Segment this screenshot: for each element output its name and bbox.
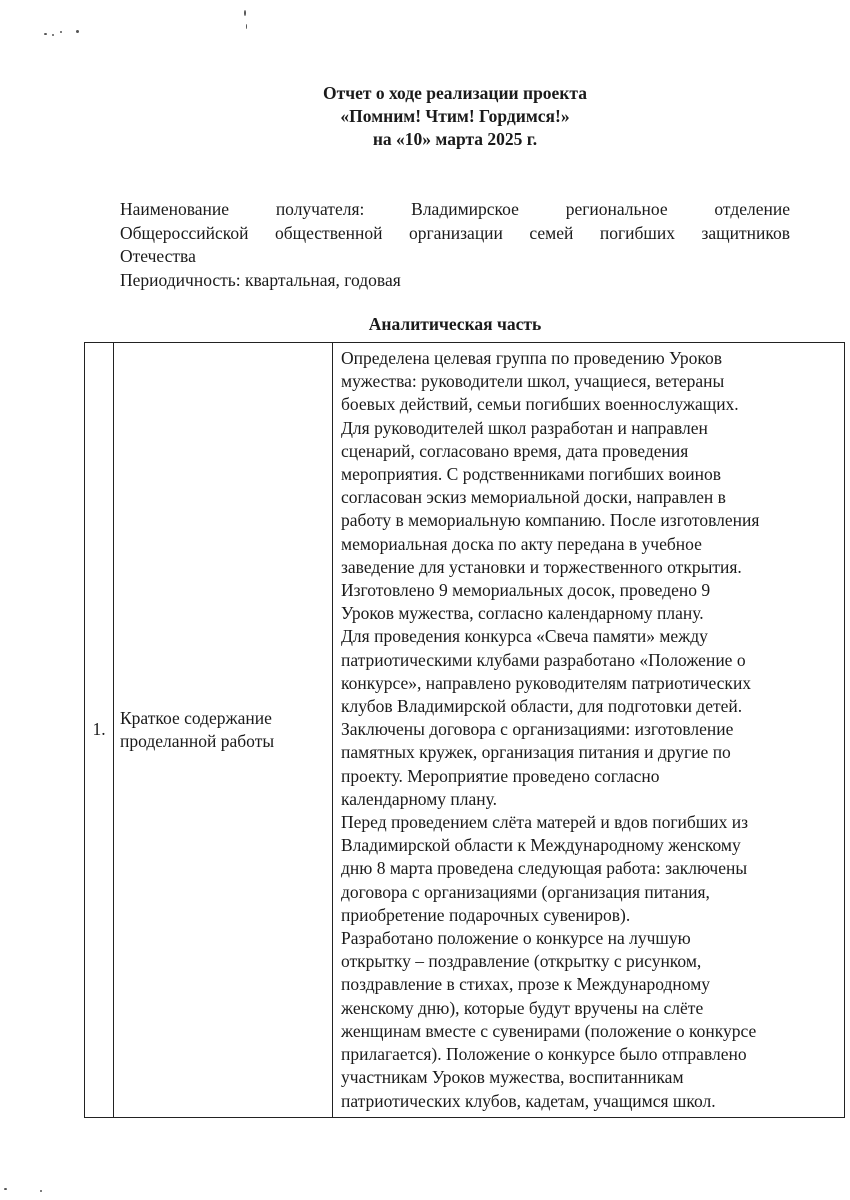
content-line: мужества: руководители школ, учащиеся, ветераны bbox=[341, 371, 725, 392]
content-line: Изготовлено 9 мемориальных досок, проведено 9 bbox=[341, 580, 711, 601]
content-line: Определена целевая группа по проведению Уроков bbox=[341, 348, 723, 368]
content-line: мемориальная доска по акту передана в учебное bbox=[341, 533, 702, 554]
content-line: Владимирской области к Международному женскому bbox=[341, 835, 741, 856]
section-title: Аналитическая часть bbox=[368, 314, 542, 334]
content-line: сценарий, согласовано время, дата проведения bbox=[341, 440, 689, 461]
recipient-line: Отечества bbox=[120, 246, 196, 266]
title-line: Отчет о ходе реализации проекта bbox=[323, 83, 587, 103]
content-line: Заключены договора с организациями: изготовление bbox=[341, 719, 734, 740]
title-line: на «10» марта 2025 г. bbox=[372, 129, 538, 149]
content-line: Разработано положение о конкурсе на лучшую bbox=[341, 928, 691, 949]
periodicity: Периодичность: квартальная, годовая bbox=[120, 269, 401, 290]
content-line: Для руководителей школ разработан и направлен bbox=[341, 417, 708, 438]
content-line: патриотических клубов, кадетам, учащимся школ. bbox=[341, 1090, 716, 1111]
content-line: клубов Владимирской области, для подготовки детей. bbox=[341, 696, 743, 717]
content-line: патриотическими клубами разработано «Положение о bbox=[341, 649, 746, 670]
content-line: конкурсе», направлено руководителям патриотических bbox=[341, 672, 752, 693]
content-line: проекту. Мероприятие проведено согласно bbox=[341, 765, 660, 786]
recipient-line: Наименование получателя: Владимирское региональное отделение bbox=[120, 199, 790, 219]
content-line: календарному плану. bbox=[341, 788, 498, 809]
content-line: договора с организациями (организация питания, bbox=[341, 881, 710, 902]
document-title bbox=[0, 82, 850, 151]
content-line: работу в мемориальную компанию. После изготовления bbox=[341, 510, 760, 531]
content-line: женскому дню), которые будут вручены на слёте bbox=[341, 997, 704, 1018]
content-line: приобретение подарочных сувениров). bbox=[341, 904, 631, 925]
content-line: женщинам вместе с сувенирами (положение о конкурсе bbox=[341, 1020, 757, 1041]
content-line: дню 8 марта проведена следующая работа: заключены bbox=[341, 858, 748, 879]
content-line: участникам Уроков мужества, воспитанникам bbox=[341, 1067, 684, 1088]
table-row bbox=[85, 343, 845, 1118]
content-line: боевых действий, семьи погибших военнослужащих. bbox=[341, 394, 739, 415]
content-line: памятных кружек, организация питания и другие по bbox=[341, 742, 731, 763]
content-line: заведение для установки и торжественного открытия. bbox=[341, 556, 742, 577]
content-line: мероприятия. С родственниками погибших воинов bbox=[341, 464, 722, 485]
content-line: открытку – поздравление (открытку с рисунком, bbox=[341, 951, 702, 972]
content-line: Для проведения конкурса «Свеча памяти» между bbox=[341, 626, 708, 647]
row-content bbox=[333, 343, 845, 1118]
recipient-block bbox=[120, 198, 790, 292]
content-line: Перед проведением слёта матерей и вдов погибших из bbox=[341, 812, 749, 833]
content-line: поздравление в стихах, прозе к Международному bbox=[341, 974, 711, 995]
title-line: «Помним! Чтим! Гордимся!» bbox=[340, 106, 570, 126]
analytics-table bbox=[84, 342, 845, 1118]
content-line: согласован эскиз мемориальной доски, направлен в bbox=[341, 487, 726, 508]
content-line: прилагается). Положение о конкурсе было отправлено bbox=[341, 1044, 747, 1065]
row-number: 1. bbox=[85, 343, 114, 1118]
row-label bbox=[114, 343, 333, 1118]
content-line: Уроков мужества, согласно календарному плану. bbox=[341, 603, 704, 624]
recipient-line: Общероссийской общественной организации семей погибших защитников bbox=[120, 222, 790, 243]
row-label-line: проделанной работы bbox=[120, 730, 275, 751]
row-label-line: Краткое содержание bbox=[120, 707, 272, 728]
